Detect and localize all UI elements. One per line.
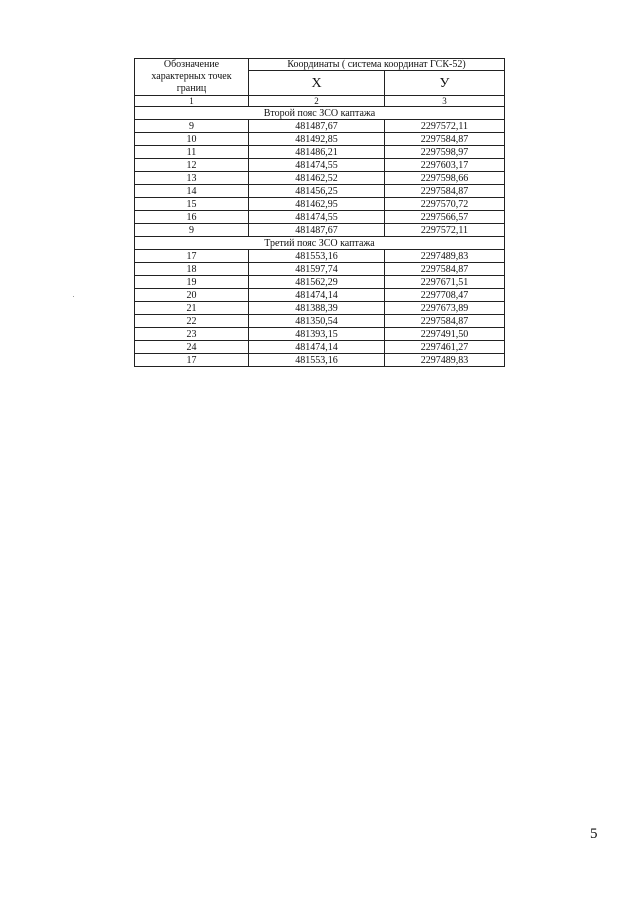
col-num-3: 3 xyxy=(385,96,505,107)
cell-point: 11 xyxy=(135,146,249,159)
cell-x: 481553,16 xyxy=(249,250,385,263)
cell-point: 10 xyxy=(135,133,249,146)
col-num-2: 2 xyxy=(249,96,385,107)
cell-y: 2297584,87 xyxy=(385,133,505,146)
cell-x: 481474,14 xyxy=(249,289,385,302)
y-header: У xyxy=(385,71,505,96)
cell-point: 13 xyxy=(135,172,249,185)
table-row xyxy=(135,302,505,315)
cell-x: 481462,52 xyxy=(249,172,385,185)
cell-y: 2297598,66 xyxy=(385,172,505,185)
cell-point: 16 xyxy=(135,211,249,224)
table-row xyxy=(135,224,505,237)
designation-header: Обозначение характерных точек границ xyxy=(135,59,249,96)
table-row xyxy=(135,146,505,159)
cell-y: 2297489,83 xyxy=(385,250,505,263)
cell-y: 2297566,57 xyxy=(385,211,505,224)
cell-x: 481487,67 xyxy=(249,224,385,237)
table-row xyxy=(135,250,505,263)
column-number-row xyxy=(135,96,505,107)
table-row xyxy=(135,172,505,185)
cell-point: 20 xyxy=(135,289,249,302)
table-row xyxy=(135,289,505,302)
cell-y: 2297708,47 xyxy=(385,289,505,302)
cell-x: 481597,74 xyxy=(249,263,385,276)
table-row xyxy=(135,354,505,367)
cell-x: 481474,55 xyxy=(249,211,385,224)
cell-point: 21 xyxy=(135,302,249,315)
cell-x: 481462,95 xyxy=(249,198,385,211)
cell-y: 2297584,87 xyxy=(385,263,505,276)
cell-x: 481492,85 xyxy=(249,133,385,146)
section2-rows xyxy=(135,120,505,237)
table-row xyxy=(135,185,505,198)
section3-rows xyxy=(135,250,505,367)
cell-point: 12 xyxy=(135,159,249,172)
coordinates-header: Координаты ( система координат ГСК-52) xyxy=(249,59,505,71)
cell-x: 481388,39 xyxy=(249,302,385,315)
cell-point: 23 xyxy=(135,328,249,341)
cell-x: 481456,25 xyxy=(249,185,385,198)
table-row xyxy=(135,120,505,133)
cell-x: 481553,16 xyxy=(249,354,385,367)
cell-point: 9 xyxy=(135,224,249,237)
cell-x: 481474,55 xyxy=(249,159,385,172)
col-num-1: 1 xyxy=(135,96,249,107)
section-title: Третий пояс ЗСО каптажа xyxy=(135,237,505,250)
table-row xyxy=(135,211,505,224)
cell-point: 9 xyxy=(135,120,249,133)
section-row-second-zone xyxy=(135,107,505,120)
table-row xyxy=(135,315,505,328)
cell-y: 2297570,72 xyxy=(385,198,505,211)
cell-y: 2297584,87 xyxy=(385,185,505,198)
cell-y: 2297671,51 xyxy=(385,276,505,289)
cell-y: 2297572,11 xyxy=(385,224,505,237)
cell-y: 2297461,27 xyxy=(385,341,505,354)
cell-y: 2297572,11 xyxy=(385,120,505,133)
cell-point: 17 xyxy=(135,354,249,367)
cell-point: 24 xyxy=(135,341,249,354)
cell-y: 2297491,50 xyxy=(385,328,505,341)
cell-x: 481350,54 xyxy=(249,315,385,328)
table-row xyxy=(135,159,505,172)
table-row xyxy=(135,198,505,211)
cell-x: 481474,14 xyxy=(249,341,385,354)
cell-point: 17 xyxy=(135,250,249,263)
cell-x: 481487,67 xyxy=(249,120,385,133)
section-row-third-zone xyxy=(135,237,505,250)
cell-point: 15 xyxy=(135,198,249,211)
coordinates-table xyxy=(134,58,505,367)
table-row xyxy=(135,328,505,341)
cell-y: 2297603,17 xyxy=(385,159,505,172)
cell-y: 2297598,97 xyxy=(385,146,505,159)
cell-point: 19 xyxy=(135,276,249,289)
x-header: X xyxy=(249,71,385,96)
section-title: Второй пояс ЗСО каптажа xyxy=(135,107,505,120)
cell-x: 481562,29 xyxy=(249,276,385,289)
cell-x: 481486,21 xyxy=(249,146,385,159)
scan-speck xyxy=(73,296,74,297)
cell-y: 2297673,89 xyxy=(385,302,505,315)
header-row xyxy=(135,59,505,71)
cell-point: 14 xyxy=(135,185,249,198)
cell-y: 2297489,83 xyxy=(385,354,505,367)
table-row xyxy=(135,133,505,146)
table-row xyxy=(135,263,505,276)
cell-x: 481393,15 xyxy=(249,328,385,341)
table-row xyxy=(135,276,505,289)
cell-y: 2297584,87 xyxy=(385,315,505,328)
cell-point: 18 xyxy=(135,263,249,276)
table-row xyxy=(135,341,505,354)
cell-point: 22 xyxy=(135,315,249,328)
page-number: 5 xyxy=(590,826,598,842)
